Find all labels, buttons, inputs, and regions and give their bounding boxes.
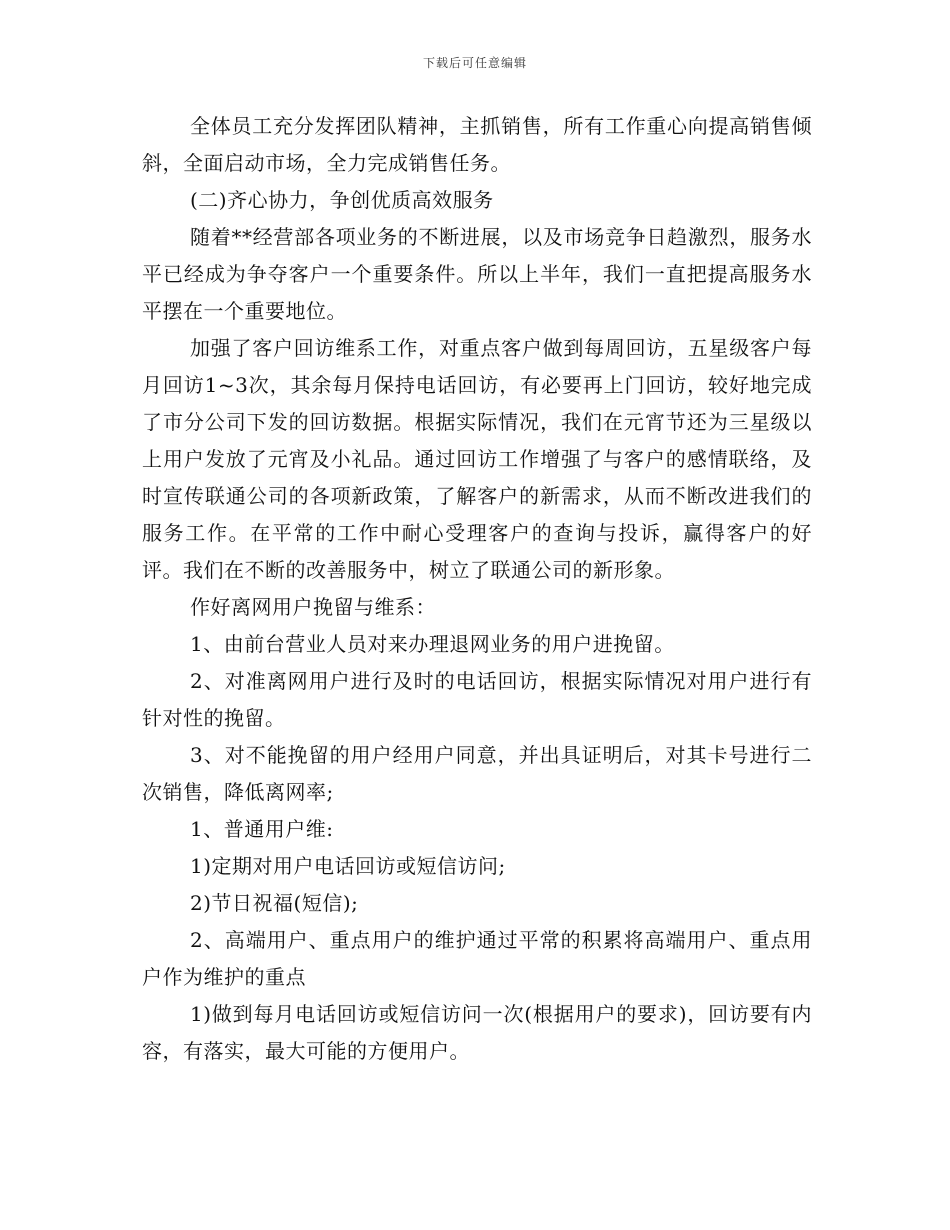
page-header: 下载后可任意编辑 xyxy=(422,56,527,70)
paragraph-retention-intro: 作好离网用户挽留与维系： xyxy=(190,595,436,619)
list-item-premium-users: 2、高端用户、重点用户的维护通过平常的积累将高端用户、重点用户作为维护的重点 xyxy=(142,928,812,989)
paragraph-customer-visits: 加强了客户回访维系工作，对重点客户做到每周回访，五星级客户每月回访1~3次，其余每月保持电话回访，有必要再上门回访，较好地完成了市分公司下发的回访数据。根据实际情况，我们在元宵节还为三星级以上用户发放了元宵及小礼品。通过回访工作增强了与客户的感情联络，及时宣传联通公司的各项新政策，了解客户的新需求，从而不断改进我们的服务工作。在平常的工作中耐心受理客户的查询与投诉，赢得客户的好评。我们在不断的改善服务中，树立了联通公司的新形象。 xyxy=(142,336,812,582)
list-item-regular-users: 1、普通用户维: xyxy=(190,817,334,841)
sub-item-monthly-visits: 1)做到每月电话回访或短信访问一次(根据用户的要求)，回访要有内容，有落实，最大可能的方便用户。 xyxy=(142,1002,812,1063)
list-item-retention-2: 2、对准离网用户进行及时的电话回访，根据实际情况对用户进行有针对性的挽留。 xyxy=(142,669,812,730)
section-heading-service: (二)齐心协力，争创优质高效服务 xyxy=(190,188,494,212)
list-item-retention-3: 3、对不能挽留的用户经用户同意，并出具证明后，对其卡号进行二次销售，降低离网率; xyxy=(142,743,812,804)
paragraph-service-level: 随着**经营部各项业务的不断进展，以及市场竞争日趋激烈，服务水平已经成为争夺客户一个重要条件。所以上半年，我们一直把提高服务水平摆在一个重要地位。 xyxy=(142,225,812,323)
document-body xyxy=(142,108,812,1070)
sub-item-phone-visits: 1)定期对用户电话回访或短信访问; xyxy=(190,854,506,878)
sub-item-holiday-greetings: 2)节日祝福(短信); xyxy=(190,891,359,915)
paragraph-sales-focus: 全体员工充分发挥团队精神，主抓销售，所有工作重心向提高销售倾斜，全面启动市场，全力完成销售任务。 xyxy=(142,114,812,175)
list-item-retention-1: 1、由前台营业人员对来办理退网业务的用户进挽留。 xyxy=(190,632,675,656)
